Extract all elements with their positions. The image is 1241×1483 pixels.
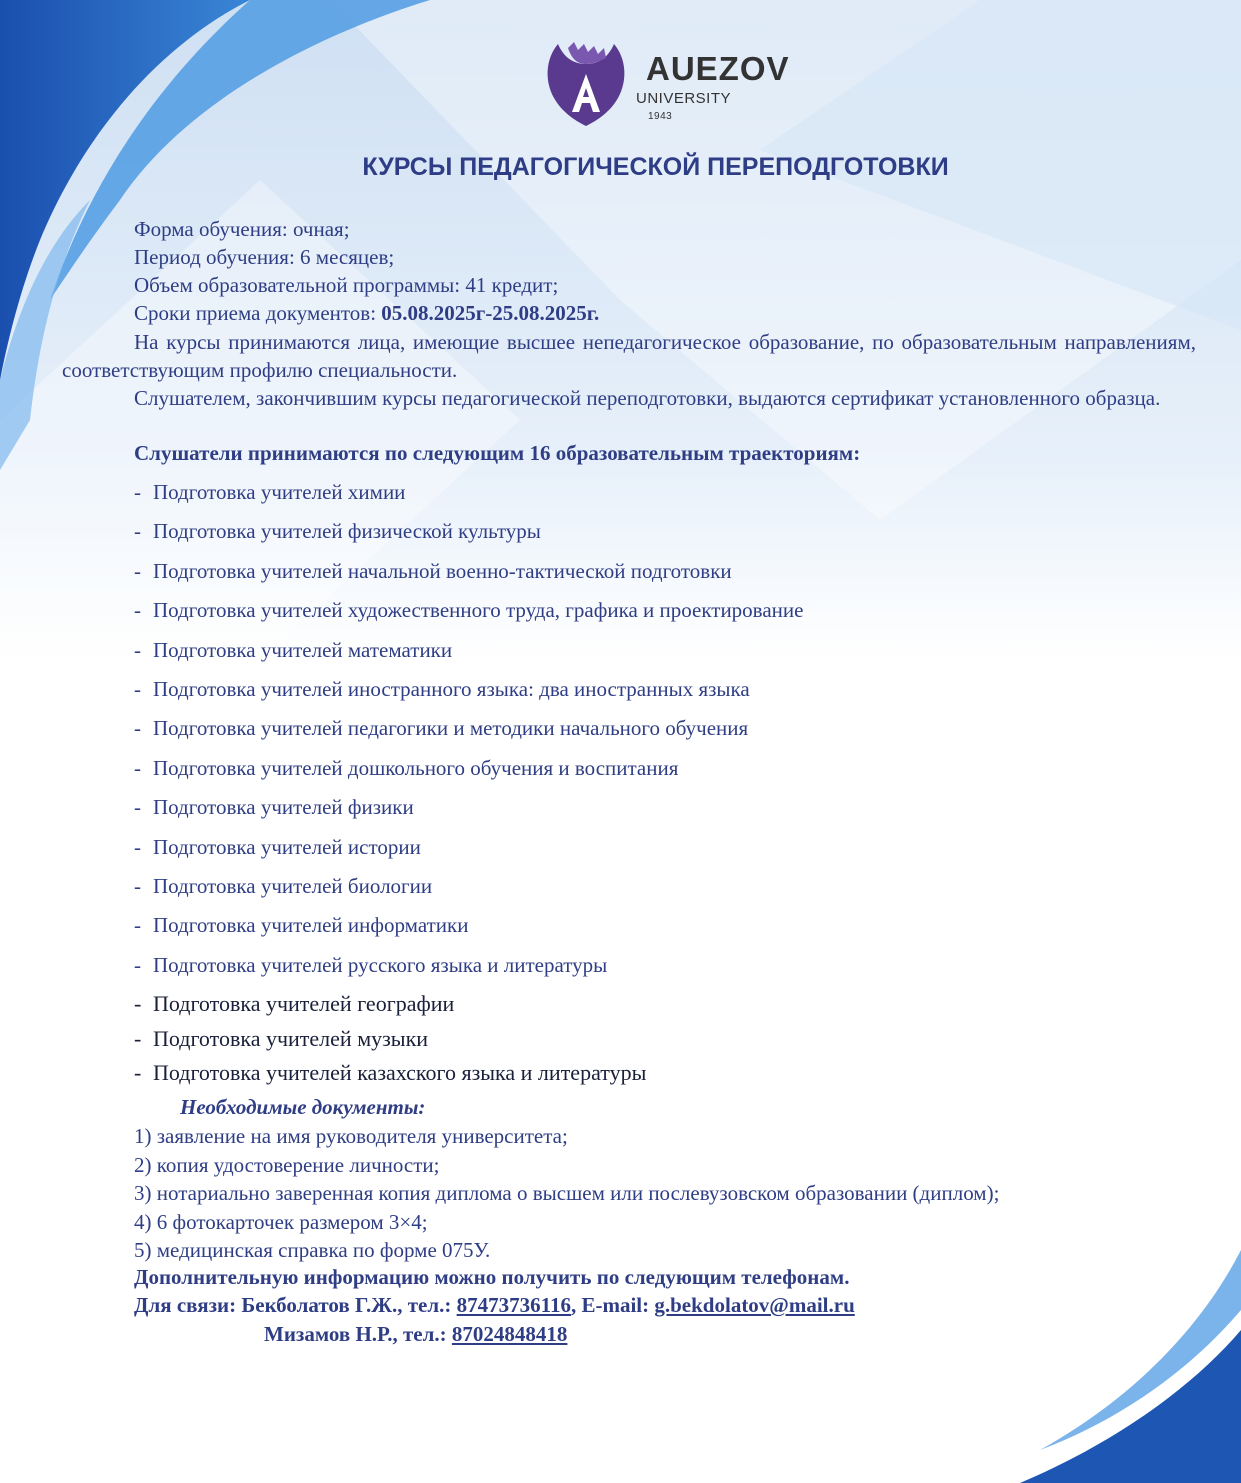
email-label: , E-mail: [570, 1293, 655, 1317]
contact-person-1: Бекболатов Г.Ж., тел.: [241, 1293, 457, 1317]
document-item: 4) 6 фотокарточек размером 3×4; [134, 1209, 428, 1234]
track-item: - Подготовка учителей математики [134, 637, 453, 662]
logo-subtitle: UNIVERSITY [636, 90, 732, 107]
track-item: - Подготовка учителей казахского языка и литературы [134, 1060, 647, 1086]
documents-list [134, 1122, 999, 1265]
deadline-label: Сроки приема документов: [134, 301, 382, 325]
tracks-heading: Слушатели принимаются по следующим 16 образовательным траекториям: [134, 441, 861, 465]
program-volume: Объем образовательной программы: 41 кредит; [134, 273, 559, 297]
certificate-paragraph: Слушателем, закончившим курсы педагогической переподготовки, выдаются сертификат установленного образца. [134, 386, 1161, 410]
track-item: - Подготовка учителей педагогики и методики начального обучения [134, 716, 749, 741]
document-item: 3) нотариально заверенная копия диплома о высшем или послевузовском образовании (диплом); [134, 1181, 1000, 1205]
study-form: Форма обучения: очная; [134, 217, 350, 241]
contact-line-1 [134, 1293, 855, 1318]
document-item: 2) копия удостоверение личности; [134, 1152, 440, 1177]
email-link[interactable]: g.bekdolatov@mail.ru [654, 1293, 855, 1317]
deadline-value: 05.08.2025г-25.08.2025г. [381, 301, 600, 325]
track-item: - Подготовка учителей физической культуры [134, 519, 541, 544]
track-item: - Подготовка учителей истории [134, 834, 421, 859]
logo-year: 1943 [648, 111, 673, 122]
contact-label: Для связи: [134, 1293, 242, 1317]
auezov-wing-logo-icon [544, 40, 628, 128]
document-item: 1) заявление на имя руководителя университета; [134, 1124, 568, 1148]
page-title: КУРСЫ ПЕДАГОГИЧЕСКОЙ ПЕРЕПОДГОТОВКИ [362, 153, 949, 181]
university-logo [544, 40, 804, 132]
track-item: - Подготовка учителей физики [134, 795, 414, 820]
tracks-list [134, 478, 803, 1094]
study-period: Период обучения: 6 месяцев; [134, 245, 395, 269]
logo-name: AUEZOV [646, 50, 790, 87]
track-item: - Подготовка учителей музыки [134, 1025, 429, 1051]
documents-heading: Необходимые документы: [180, 1095, 426, 1119]
track-item: - Подготовка учителей иностранного языка: два иностранных языка [134, 676, 750, 701]
document-item: 5) медицинская справка по форме 075У. [134, 1238, 491, 1262]
track-item: - Подготовка учителей русского языка и литературы [134, 952, 608, 977]
phone-link-1[interactable]: 87473736116 [456, 1293, 571, 1317]
track-item: - Подготовка учителей географии [134, 991, 455, 1017]
course-info [134, 215, 599, 327]
track-item: - Подготовка учителей дошкольного обучения и воспитания [134, 755, 679, 780]
contact-person-2: Мизамов Н.Р., тел.: [264, 1322, 452, 1346]
admission-deadline [134, 299, 599, 327]
track-item: - Подготовка учителей биологии [134, 873, 433, 898]
track-item: - Подготовка учителей начальной военно-тактической подготовки [134, 558, 732, 583]
track-item: - Подготовка учителей химии [134, 480, 406, 504]
track-item: - Подготовка учителей информатики [134, 913, 469, 938]
contact-line-2 [264, 1322, 567, 1347]
admission-paragraph: На курсы принимаются лица, имеющие высшее непедагогическое образование, по образовательным направлениям, соответствующим профилю специальности. [62, 330, 1196, 382]
track-item: - Подготовка учителей художественного труда, графика и проектирование [134, 598, 804, 623]
phone-link-2[interactable]: 87024848418 [451, 1322, 568, 1346]
more-info-text: Дополнительную информацию можно получить по следующим телефонам. [134, 1265, 850, 1289]
